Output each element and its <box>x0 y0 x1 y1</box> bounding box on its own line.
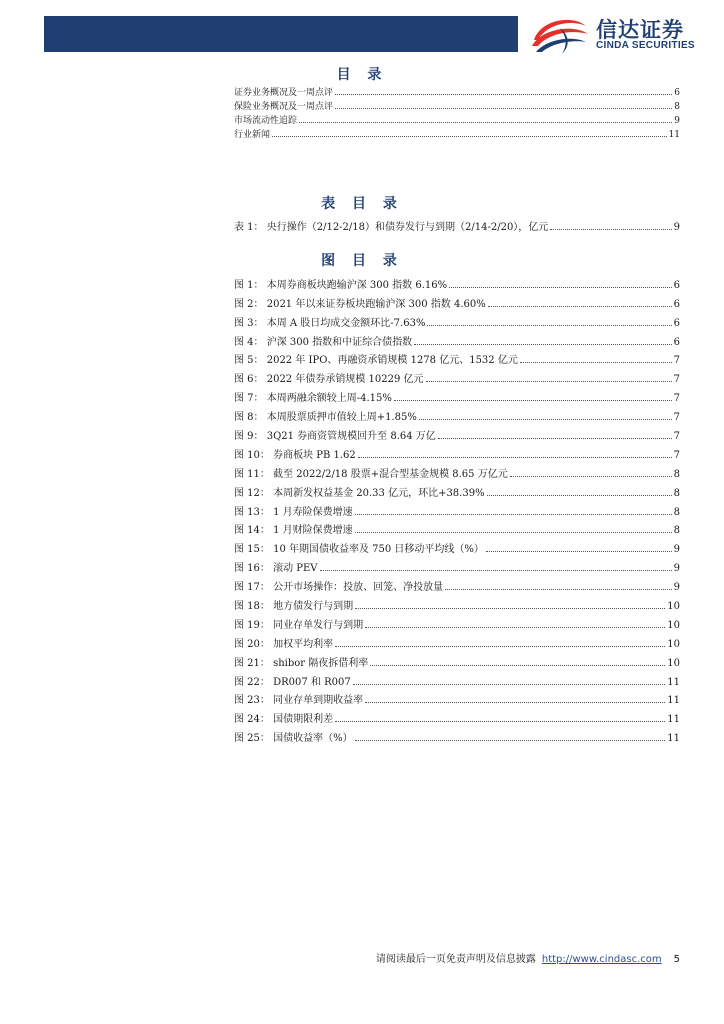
toc-entry-page[interactable]: 8 <box>673 468 680 480</box>
toc-entry-title[interactable]: 图 1： 本周券商板块跑输沪深 300 指数 6.16% <box>234 279 448 291</box>
figure-toc-entry[interactable] <box>234 461 680 480</box>
toc-entry-title[interactable]: 图 16： 滚动 PEV <box>234 563 318 575</box>
toc-entry-page[interactable]: 10 <box>667 657 680 669</box>
toc-entry[interactable] <box>234 98 680 112</box>
toc-entry-page[interactable]: 10 <box>667 619 680 631</box>
dot-leader <box>299 122 672 123</box>
dot-leader <box>335 646 665 647</box>
toc-entry[interactable] <box>234 112 680 126</box>
dot-leader <box>335 721 665 722</box>
toc-entry-page[interactable]: 7 <box>673 393 680 405</box>
dot-leader <box>510 476 672 477</box>
figure-toc-entry[interactable] <box>234 499 680 518</box>
page-number: 5 <box>673 954 680 965</box>
toc-entry-page[interactable]: 11 <box>667 695 680 707</box>
figure-toc-entry[interactable] <box>234 310 680 329</box>
toc-entry-title[interactable]: 图 2： 2021 年以来证券板块跑输沪深 300 指数 4.60% <box>234 298 486 310</box>
toc-entry-page[interactable]: 11 <box>667 733 680 745</box>
figure-toc-entry[interactable] <box>234 650 680 669</box>
figure-toc-entry[interactable] <box>234 631 680 650</box>
dot-leader <box>550 229 671 230</box>
toc-entry[interactable] <box>234 84 680 98</box>
toc-entry-title[interactable]: 保险业务概况及一周点评 <box>234 102 334 112</box>
figure-toc-entry[interactable] <box>234 423 680 442</box>
toc-entry-title[interactable]: 图 23： 同业存单到期收益率 <box>234 695 364 707</box>
dot-leader <box>355 740 666 741</box>
table-toc-entry[interactable] <box>234 215 680 233</box>
dot-leader <box>355 514 672 515</box>
toc-list <box>234 84 680 140</box>
figure-toc-entry[interactable] <box>234 385 680 404</box>
toc-entry-page[interactable]: 6 <box>673 317 680 329</box>
toc-entry-title[interactable]: 图 19： 同业存单发行与到期 <box>234 619 364 631</box>
toc-entry-title[interactable]: 市场流动性追踪 <box>234 116 298 126</box>
footer-website-link[interactable]: http://www.cindasc.com <box>541 954 662 965</box>
toc-entry-title[interactable]: 图 12： 本周新发权益基金 20.33 亿元，环比+38.39% <box>234 487 485 499</box>
toc-entry-page[interactable]: 8 <box>674 102 680 112</box>
cinda-logo-icon <box>530 14 590 56</box>
toc-entry-title[interactable]: 图 5： 2022 年 IPO、再融资承销规模 1278 亿元、1532 亿元 <box>234 355 518 367</box>
toc-entry-page[interactable]: 7 <box>673 374 680 386</box>
toc-entry-page[interactable]: 6 <box>673 336 680 348</box>
figure-toc-entry[interactable] <box>234 518 680 537</box>
toc-entry-title[interactable]: 图 10： 券商板块 PB 1.62 <box>234 449 356 461</box>
toc-entry-title[interactable]: 图 3： 本周 A 股日均成交金额环比-7.63% <box>234 317 426 329</box>
toc-entry-page[interactable]: 11 <box>668 130 680 140</box>
company-logo <box>530 12 710 58</box>
toc-entry-page[interactable]: 6 <box>673 298 680 310</box>
figure-toc-entry[interactable] <box>234 706 680 725</box>
dot-leader <box>520 362 672 363</box>
dot-leader <box>365 702 665 703</box>
figure-toc-entry[interactable] <box>234 329 680 348</box>
dot-leader <box>419 419 672 420</box>
logo-chinese-name: 信达证券 <box>596 18 684 42</box>
dot-leader <box>355 608 665 609</box>
dot-leader <box>445 589 672 590</box>
toc-entry-page[interactable]: 10 <box>667 601 680 613</box>
dot-leader <box>370 665 665 666</box>
dot-leader <box>272 136 667 137</box>
page-footer <box>0 950 680 965</box>
toc-entry-page[interactable]: 9 <box>673 544 680 556</box>
figure-toc-entry[interactable] <box>234 480 680 499</box>
dot-leader <box>358 457 672 458</box>
toc-entry-page[interactable]: 6 <box>674 88 680 98</box>
toc-entry-title[interactable]: 图 11： 截至 2022/2/18 股票+混合型基金规模 8.65 万亿元 <box>234 468 508 480</box>
toc-entry-title[interactable]: 图 18： 地方债发行与到期 <box>234 601 354 613</box>
toc-entry-page[interactable]: 9 <box>674 116 680 126</box>
figures-toc-title: 图 目 录 <box>321 253 403 269</box>
toc-entry-title[interactable]: 图 17： 公开市场操作：投放、回笼、净投放量 <box>234 582 444 594</box>
dot-leader <box>320 570 672 571</box>
toc-entry[interactable] <box>234 126 680 140</box>
toc-entry-page[interactable]: 9 <box>673 222 680 233</box>
dot-leader <box>427 325 671 326</box>
dot-leader <box>355 532 672 533</box>
dot-leader <box>486 551 672 552</box>
toc-entry-page[interactable]: 8 <box>673 506 680 518</box>
toc-entry-title[interactable]: 图 8： 本周股票质押市值较上周+1.85% <box>234 412 417 424</box>
figure-toc-entry[interactable] <box>234 725 680 744</box>
figure-toc-entry[interactable] <box>234 291 680 310</box>
dot-leader <box>487 495 672 496</box>
toc-entry-page[interactable]: 8 <box>673 525 680 537</box>
toc-entry-title[interactable]: 图 24： 国债期限利差 <box>234 714 334 726</box>
dot-leader <box>365 627 665 628</box>
toc-entry-page[interactable]: 9 <box>673 563 680 575</box>
figure-toc-entry[interactable] <box>234 366 680 385</box>
figure-toc-entry[interactable] <box>234 442 680 461</box>
dot-leader <box>426 381 672 382</box>
toc-title: 目 录 <box>336 67 388 83</box>
figure-toc-entry[interactable] <box>234 348 680 367</box>
toc-entry-page[interactable]: 6 <box>673 279 680 291</box>
toc-entry-page[interactable]: 9 <box>673 582 680 594</box>
dot-leader <box>414 344 671 345</box>
toc-entry-title[interactable]: 图 21： shibor 隔夜拆借利率 <box>234 657 369 669</box>
toc-entry-title[interactable]: 图 15： 10 年期国债收益率及 750 日移动平均线（%） <box>234 544 484 556</box>
toc-entry-title[interactable]: 图 6： 2022 年债券承销规模 10229 亿元 <box>234 374 424 386</box>
figure-toc-entry[interactable] <box>234 612 680 631</box>
toc-entry-title[interactable]: 图 13： 1 月寿险保费增速 <box>234 506 353 518</box>
toc-entry-page[interactable]: 11 <box>667 714 680 726</box>
figure-toc-entry[interactable] <box>234 593 680 612</box>
figures-toc-list <box>234 272 680 744</box>
figure-toc-entry[interactable] <box>234 536 680 555</box>
toc-entry-title[interactable]: 图 9： 3Q21 券商资管规模回升至 8.64 万亿 <box>234 431 436 443</box>
toc-entry-page[interactable]: 10 <box>667 638 680 650</box>
header-bar <box>44 16 518 52</box>
toc-entry-page[interactable]: 7 <box>673 431 680 443</box>
figure-toc-entry[interactable] <box>234 574 680 593</box>
toc-entry-title[interactable]: 图 4： 沪深 300 指数和中证综合债指数 <box>234 336 413 348</box>
toc-entry-title[interactable]: 行业新闻 <box>234 130 271 140</box>
toc-entry-title[interactable]: 图 7： 本周两融余额较上周-4.15% <box>234 393 392 405</box>
dot-leader <box>335 94 672 95</box>
toc-entry-title[interactable]: 证券业务概况及一周点评 <box>234 88 334 98</box>
toc-entry-page[interactable]: 7 <box>673 412 680 424</box>
figure-toc-entry[interactable] <box>234 688 680 707</box>
toc-entry-page[interactable]: 11 <box>667 676 680 688</box>
toc-entry-title[interactable]: 图 14： 1 月财险保费增速 <box>234 525 353 537</box>
figure-toc-entry[interactable] <box>234 669 680 688</box>
toc-entry-page[interactable]: 8 <box>673 487 680 499</box>
dot-leader <box>335 108 672 109</box>
tables-toc-title: 表 目 录 <box>321 196 403 212</box>
dot-leader <box>449 287 672 288</box>
logo-english-name: CINDA SECURITIES <box>596 40 695 51</box>
toc-entry-title[interactable]: 图 20： 加权平均利率 <box>234 638 334 650</box>
tables-toc-list <box>234 215 680 233</box>
figure-toc-entry[interactable] <box>234 272 680 291</box>
dot-leader <box>394 400 672 401</box>
footer-disclaimer[interactable]: 请阅读最后一页免责声明及信息披露 <box>375 954 536 965</box>
toc-entry-page[interactable]: 7 <box>673 355 680 367</box>
dot-leader <box>353 684 666 685</box>
figure-toc-entry[interactable] <box>234 555 680 574</box>
dot-leader <box>488 306 672 307</box>
toc-entry-page[interactable]: 7 <box>673 449 680 461</box>
figure-toc-entry[interactable] <box>234 404 680 423</box>
dot-leader <box>438 438 672 439</box>
toc-entry-title[interactable]: 表 1： 央行操作（2/12-2/18）和债券发行与到期（2/14-2/20），亿元 <box>234 222 549 233</box>
toc-entry-title[interactable]: 图 25： 国债收益率（%） <box>234 733 353 745</box>
toc-entry-title[interactable]: 图 22： DR007 和 R007 <box>234 676 351 688</box>
